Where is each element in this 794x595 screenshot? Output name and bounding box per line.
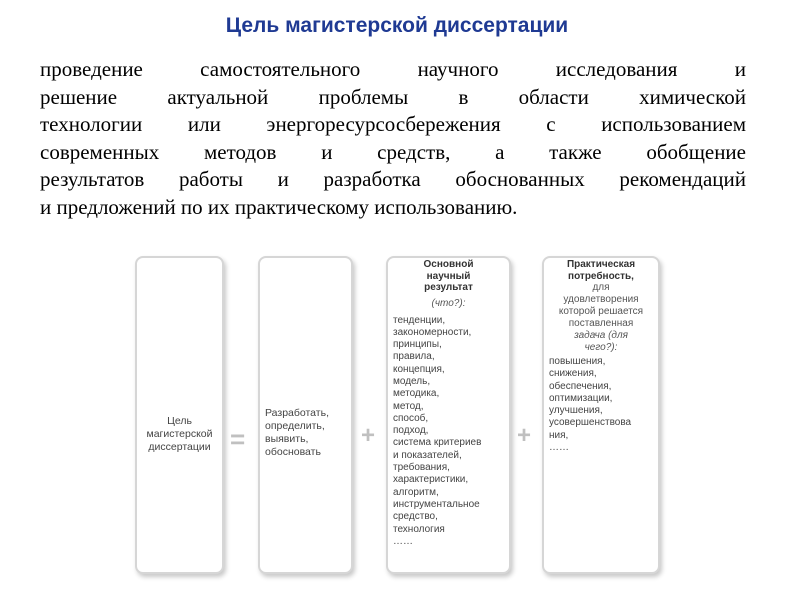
list-item: модель, <box>393 375 431 387</box>
list-item: средство, <box>393 511 438 523</box>
goal-description <box>40 56 746 221</box>
list-item: и показателей, <box>393 449 462 461</box>
list-item: улучшения, <box>549 405 603 417</box>
box-actions <box>258 256 353 574</box>
subheading-line: задача (для <box>574 330 628 341</box>
box-subheading <box>544 282 658 354</box>
list-item: оптимизации, <box>549 392 613 404</box>
box-thesis-goal-text <box>137 415 222 454</box>
list-item: инструментальное <box>393 498 480 510</box>
description-line: технологии или энергоресурсосбережения с использованием <box>40 112 746 136</box>
list-item: принципы, <box>393 339 442 351</box>
subheading-line: которой решается <box>558 306 644 317</box>
plus-sign: + <box>517 422 532 449</box>
list-item: требования, <box>393 462 450 474</box>
list-item: тенденции, <box>393 314 446 326</box>
description-line: и предложений по их практическому использованию. <box>40 194 518 219</box>
list-item: …… <box>393 535 413 547</box>
list-item: снижения, <box>549 368 597 380</box>
heading-line: Основной <box>423 259 474 270</box>
list-item: повышения, <box>549 356 606 367</box>
list-item: …… <box>549 442 569 454</box>
description-line: решение актуальной проблемы в области химической <box>40 84 746 109</box>
list-item: подход, <box>393 425 429 437</box>
list-item: технология <box>393 523 445 535</box>
list-item: ния, <box>549 429 569 441</box>
box-line: Разработать, <box>265 407 329 419</box>
list-item: алгоритм, <box>393 486 439 498</box>
heading-line: потребность, <box>568 270 634 282</box>
list-item: способ, <box>393 412 429 424</box>
subheading-line: удовлетворения <box>563 294 639 305</box>
list-item: правила, <box>393 351 435 363</box>
heading-line: результат <box>424 282 473 293</box>
subheading-line: поставленная <box>568 318 634 329</box>
box-line: определить, <box>265 420 325 432</box>
subheading-line: для <box>592 282 610 293</box>
list-item: методика, <box>393 388 440 400</box>
description-line: современных методов и средств, а также обобщение <box>40 139 746 164</box>
box-scientific-result <box>386 256 511 574</box>
page-title: Цель магистерской диссертации <box>225 14 569 37</box>
box-thesis-goal <box>135 256 224 574</box>
box-practical-need <box>542 256 660 574</box>
box-line: обосновать <box>265 446 321 458</box>
equals-sign: = <box>230 424 246 454</box>
box-heading <box>388 259 509 294</box>
need-list <box>544 356 658 454</box>
list-item: характеристики, <box>393 474 469 486</box>
result-list <box>388 315 509 549</box>
plus-sign: + <box>361 422 376 449</box>
heading-line: Практическая <box>566 259 636 270</box>
list-item: система критериев <box>393 437 482 449</box>
box-actions-text <box>265 407 348 459</box>
heading-line: научный <box>426 270 471 282</box>
box-line: магистерской <box>146 428 213 440</box>
list-item: концепция, <box>393 363 445 375</box>
list-item: усовершенствова <box>549 417 632 429</box>
box-line: выявить, <box>265 433 309 445</box>
description-line: проведение самостоятельного научного исследования и <box>40 57 746 81</box>
box-heading <box>544 259 658 282</box>
list-item: метод, <box>393 400 424 412</box>
box-subheading: (что?): <box>431 297 466 309</box>
list-item: закономерности, <box>393 326 472 338</box>
description-line: результатов работы и разработка обоснованных рекомендаций <box>40 167 746 191</box>
subheading-line: чего?): <box>584 342 618 353</box>
list-item: обеспечения, <box>549 380 612 392</box>
box-line: Цель <box>167 415 192 427</box>
box-line: диссертации <box>148 441 211 453</box>
